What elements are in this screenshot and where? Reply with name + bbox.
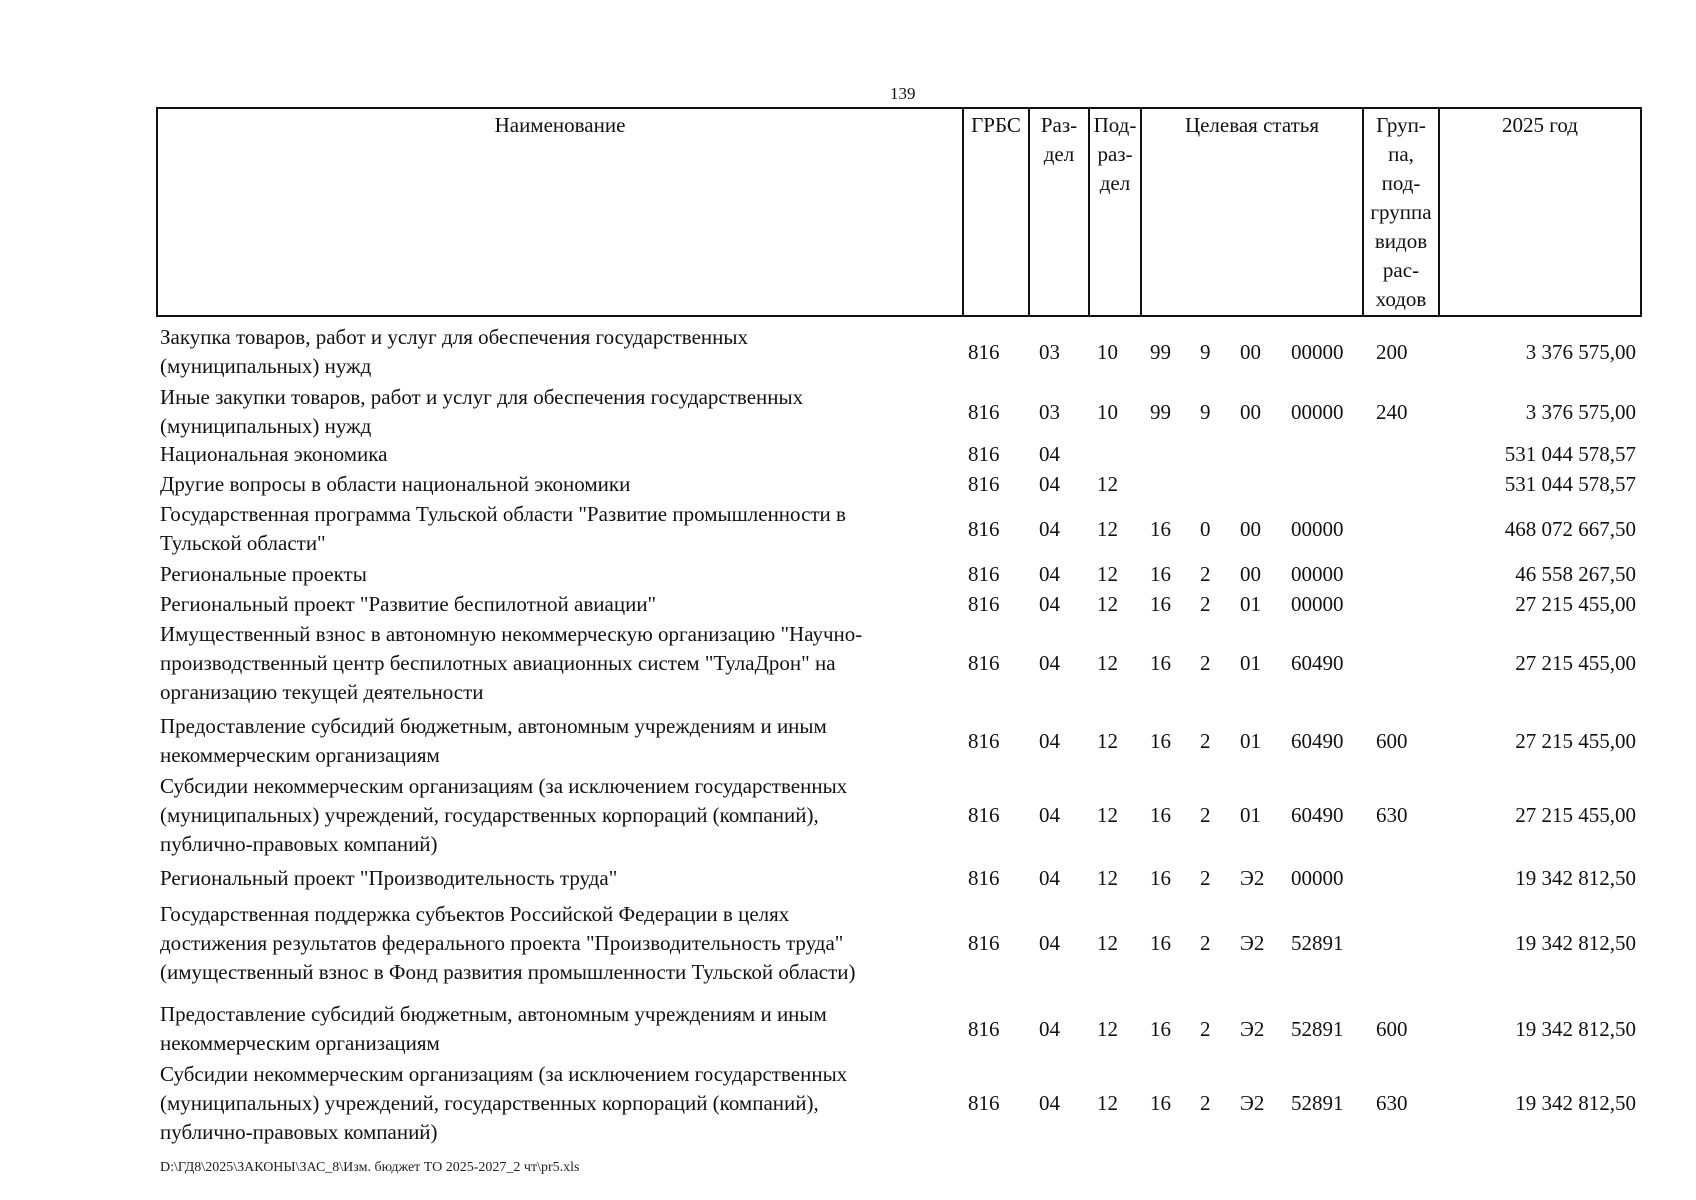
cell-target-3: 00	[1240, 516, 1261, 541]
cell-name: Региональный проект "Производительность труда"	[160, 866, 618, 890]
cell-razdel: 04	[1039, 728, 1060, 753]
cell-name: Субсидии некоммерческим организациям (за исключением государственных (муниципальных) учреждений, государственных корпораций (компаний), публично-правовых компаний)	[160, 1062, 848, 1144]
cell-razdel: 04	[1039, 651, 1060, 675]
cell-target-4: 60490	[1291, 803, 1344, 827]
cell-grbs: 816	[968, 592, 1000, 616]
cell-grbs: 816	[968, 339, 1000, 364]
cell-expense-group: 240	[1376, 399, 1408, 424]
cell-grbs: 816	[968, 931, 1000, 955]
cell-podrazdel: 12	[1097, 562, 1118, 586]
cell-target-3: 00	[1240, 562, 1261, 586]
cell-podrazdel: 12	[1097, 651, 1118, 675]
cell-target-2: 2	[1200, 1016, 1211, 1041]
cell-amount: 531 044 578,57	[1504, 472, 1636, 496]
cell-target-1: 16	[1150, 1016, 1171, 1041]
page-number: 139	[890, 84, 916, 103]
cell-target-3: 01	[1240, 728, 1261, 753]
cell-grbs: 816	[968, 651, 1000, 675]
cell-expense-group: 600	[1376, 728, 1408, 753]
cell-razdel: 04	[1039, 1091, 1060, 1115]
cell-target-3: Э2	[1240, 1091, 1265, 1115]
cell-target-1: 16	[1150, 562, 1171, 586]
cell-target-3: 00	[1240, 339, 1261, 364]
cell-grbs: 816	[968, 866, 1000, 890]
cell-target-3: 00	[1240, 399, 1261, 424]
cell-target-1: 99	[1150, 339, 1171, 364]
cell-name: Закупка товаров, работ и услуг для обеспечения государственных (муниципальных) нужд	[160, 325, 749, 378]
cell-target-2: 9	[1200, 339, 1211, 364]
cell-target-3: 01	[1240, 651, 1261, 675]
cell-target-4: 00000	[1291, 516, 1344, 541]
cell-grbs: 816	[968, 516, 1000, 541]
cell-grbs: 816	[968, 442, 1000, 466]
cell-razdel: 04	[1039, 562, 1060, 586]
cell-grbs: 816	[968, 728, 1000, 753]
cell-podrazdel: 12	[1097, 592, 1118, 616]
cell-amount: 46 558 267,50	[1515, 562, 1636, 586]
cell-grbs: 816	[968, 1091, 1000, 1115]
cell-target-3: Э2	[1240, 866, 1265, 890]
cell-podrazdel: 12	[1097, 472, 1118, 496]
cell-target-3: Э2	[1240, 1016, 1265, 1041]
cell-target-1: 16	[1150, 516, 1171, 541]
cell-razdel: 04	[1039, 866, 1060, 890]
cell-target-4: 52891	[1291, 1091, 1344, 1115]
cell-target-4: 00000	[1291, 399, 1344, 424]
cell-name: Субсидии некоммерческим организациям (за исключением государственных (муниципальных) учреждений, государственных корпораций (компаний), публично-правовых компаний)	[160, 774, 848, 856]
cell-target-3: 01	[1240, 592, 1261, 616]
cell-grbs: 816	[968, 472, 1000, 496]
cell-amount: 19 342 812,50	[1515, 931, 1636, 955]
cell-podrazdel: 12	[1097, 1091, 1118, 1115]
cell-name: Иные закупки товаров, работ и услуг для обеспечения государственных (муниципальных) нужд	[160, 385, 804, 438]
cell-target-2: 0	[1200, 516, 1211, 541]
cell-target-4: 00000	[1291, 592, 1344, 616]
cell-amount: 19 342 812,50	[1515, 1016, 1636, 1041]
cell-amount: 27 215 455,00	[1515, 651, 1636, 675]
cell-expense-group: 600	[1376, 1016, 1408, 1041]
cell-target-2: 2	[1200, 562, 1211, 586]
cell-razdel: 04	[1039, 803, 1060, 827]
cell-podrazdel: 12	[1097, 1016, 1118, 1041]
cell-name: Национальная экономика	[160, 442, 388, 466]
cell-name: Другие вопросы в области национальной экономики	[160, 472, 631, 496]
cell-target-1: 16	[1150, 728, 1171, 753]
header-razdel: Раз- дел	[1029, 108, 1089, 316]
cell-expense-group: 200	[1376, 339, 1408, 364]
cell-amount: 468 072 667,50	[1504, 516, 1636, 541]
cell-target-1: 16	[1150, 651, 1171, 675]
cell-target-1: 16	[1150, 1091, 1171, 1115]
cell-target-4: 52891	[1291, 931, 1344, 955]
cell-amount: 531 044 578,57	[1504, 442, 1636, 466]
cell-target-4: 00000	[1291, 562, 1344, 586]
cell-razdel: 03	[1039, 339, 1060, 364]
cell-razdel: 03	[1039, 399, 1060, 424]
cell-target-4: 00000	[1291, 866, 1344, 890]
cell-name: Региональные проекты	[160, 562, 367, 586]
cell-target-1: 16	[1150, 592, 1171, 616]
cell-grbs: 816	[968, 1016, 1000, 1041]
header-expense-group: Груп- па, под- группа видов рас- ходов	[1363, 108, 1439, 316]
cell-target-4: 60490	[1291, 728, 1344, 753]
header-year: 2025 год	[1439, 108, 1641, 316]
cell-amount: 19 342 812,50	[1515, 866, 1636, 890]
cell-razdel: 04	[1039, 592, 1060, 616]
cell-podrazdel: 12	[1097, 931, 1118, 955]
cell-expense-group: 630	[1376, 1091, 1408, 1115]
cell-razdel: 04	[1039, 516, 1060, 541]
cell-target-2: 2	[1200, 728, 1211, 753]
cell-name: Предоставление субсидий бюджетным, автономным учреждениям и иным некоммерческим организациям	[160, 714, 827, 767]
cell-grbs: 816	[968, 803, 1000, 827]
cell-target-4: 60490	[1291, 651, 1344, 675]
cell-name: Государственная программа Тульской области "Развитие промышленности в Тульской области"	[160, 502, 846, 555]
cell-name: Предоставление субсидий бюджетным, автономным учреждениям и иным некоммерческим организациям	[160, 1002, 827, 1055]
cell-amount: 3 376 575,00	[1525, 399, 1636, 424]
cell-grbs: 816	[968, 399, 1000, 424]
cell-podrazdel: 10	[1097, 339, 1118, 364]
header-name: Наименование	[157, 108, 963, 316]
cell-target-2: 2	[1200, 651, 1211, 675]
cell-razdel: 04	[1039, 442, 1060, 466]
cell-amount: 27 215 455,00	[1515, 803, 1636, 827]
cell-razdel: 04	[1039, 931, 1060, 955]
cell-podrazdel: 12	[1097, 803, 1118, 827]
cell-razdel: 04	[1039, 1016, 1060, 1041]
cell-target-1: 16	[1150, 931, 1171, 955]
cell-target-3: 01	[1240, 803, 1261, 827]
header-podrazdel: Под- раз- дел	[1089, 108, 1141, 316]
cell-target-4: 00000	[1291, 339, 1344, 364]
footer-file-path: D:\ГД8\2025\ЗАКОНЫ\ЗАС_8\Изм. бюджет ТО 2025-2027_2 чт\pr5.xls	[160, 1160, 580, 1175]
cell-target-1: 99	[1150, 399, 1171, 424]
cell-amount: 27 215 455,00	[1515, 728, 1636, 753]
cell-target-4: 52891	[1291, 1016, 1344, 1041]
cell-razdel: 04	[1039, 472, 1060, 496]
cell-target-2: 2	[1200, 592, 1211, 616]
cell-amount: 3 376 575,00	[1525, 339, 1636, 364]
cell-target-1: 16	[1150, 803, 1171, 827]
cell-podrazdel: 12	[1097, 728, 1118, 753]
cell-target-2: 2	[1200, 931, 1211, 955]
cell-name: Государственная поддержка субъектов Российской Федерации в целях достижения результатов федерального проекта "Производительность труда" (имущественный взнос в Фонд развития промышленности Тульской области)	[160, 902, 856, 984]
cell-podrazdel: 10	[1097, 399, 1118, 424]
header-grbs: ГРБС	[963, 108, 1029, 316]
cell-target-3: Э2	[1240, 931, 1265, 955]
cell-podrazdel: 12	[1097, 516, 1118, 541]
cell-expense-group: 630	[1376, 803, 1408, 827]
cell-amount: 27 215 455,00	[1515, 592, 1636, 616]
cell-grbs: 816	[968, 562, 1000, 586]
cell-target-2: 2	[1200, 1091, 1211, 1115]
header-target-article: Целевая статья	[1141, 108, 1363, 316]
cell-podrazdel: 12	[1097, 866, 1118, 890]
cell-name: Имущественный взнос в автономную некоммерческую организацию "Научно- производственный центр беспилотных авиационных систем "ТулаДрон" на организацию текущей деятельности	[160, 622, 863, 704]
cell-amount: 19 342 812,50	[1515, 1091, 1636, 1115]
cell-target-2: 9	[1200, 399, 1211, 424]
cell-target-2: 2	[1200, 803, 1211, 827]
cell-name: Региональный проект "Развитие беспилотной авиации"	[160, 592, 657, 616]
cell-target-1: 16	[1150, 866, 1171, 890]
cell-target-2: 2	[1200, 866, 1211, 890]
